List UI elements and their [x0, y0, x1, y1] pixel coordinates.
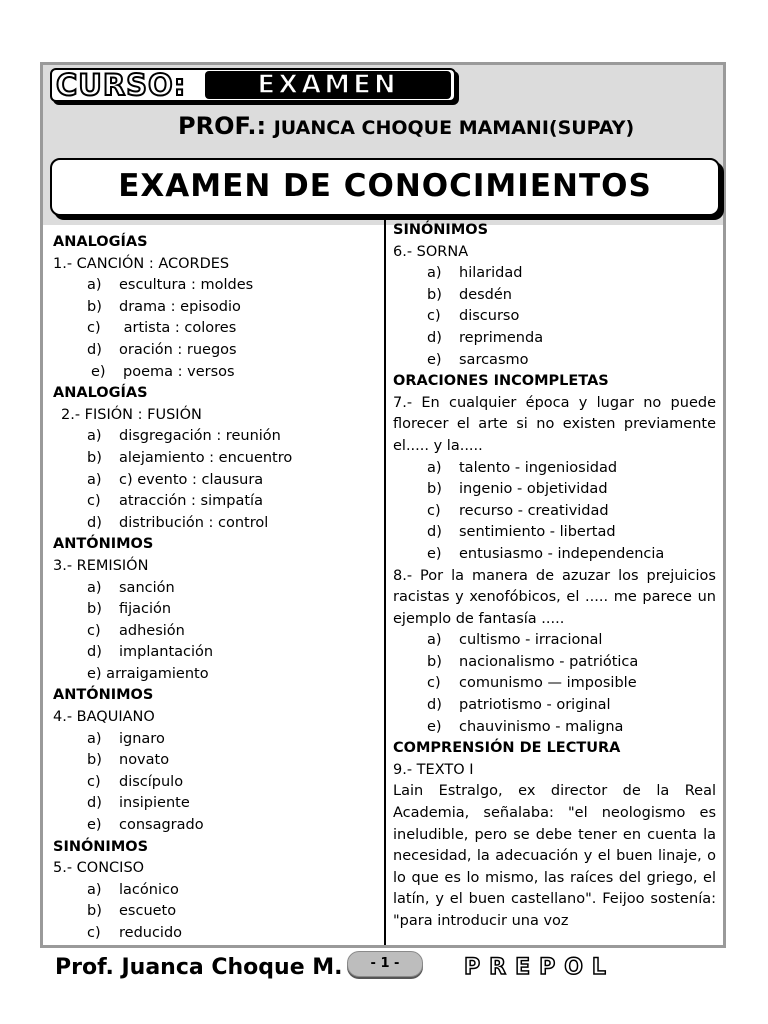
answer-option	[53, 880, 378, 902]
option-text: cultismo - irracional	[459, 632, 603, 649]
answer-option	[53, 297, 378, 319]
option-text: entusiasmo - independencia	[459, 545, 665, 562]
option-text: drama : episodio	[119, 298, 241, 315]
option-text: patriotismo - original	[459, 697, 611, 714]
option-text: sentimiento - libertad	[459, 524, 616, 541]
option-text: oración : ruegos	[119, 341, 237, 358]
section-heading: ANTÓNIMOS	[53, 687, 154, 704]
answer-option	[393, 652, 716, 674]
option-text: escultura : moldes	[119, 277, 254, 294]
option-text: novato	[119, 752, 170, 769]
column-divider	[384, 218, 386, 945]
option-text: insipiente	[119, 795, 190, 812]
answer-option	[393, 630, 716, 652]
option-letter: a)	[87, 277, 102, 294]
question-paragraph: 7.- En cualquier época y lugar no puede florecer el arte si no existen previamente el..... y la.....	[393, 394, 716, 454]
option-letter: c)	[87, 773, 101, 790]
answer-option	[393, 522, 716, 544]
answer-option	[53, 772, 378, 794]
answer-option	[53, 793, 378, 815]
option-letter: c)	[87, 622, 101, 639]
question-paragraph: Lain Estralgo, ex director de la Real Academia, señalaba: "el neologismo es ineludible, pero se debe tener en cuenta la necesidad, la adecuación y el buen linaje, o lo que es lo mismo, las raíces del griego, el latín, y el buen castellano". Feijoo sostenía: "para introducir una voz	[393, 783, 716, 929]
answer-option	[53, 318, 378, 340]
answer-option	[53, 491, 378, 513]
section-heading: ORACIONES INCOMPLETAS	[393, 373, 609, 390]
option-letter: e)	[87, 817, 102, 834]
answer-option	[393, 695, 716, 717]
option-letter: b)	[87, 601, 102, 618]
course-label: CURSO:	[56, 68, 187, 102]
answer-option	[53, 642, 378, 664]
question-line: 9.- TEXTO I	[393, 761, 474, 778]
option-text: artista : colores	[119, 320, 237, 337]
answer-option	[393, 717, 716, 739]
answer-option	[53, 901, 378, 923]
answer-option	[53, 426, 378, 448]
option-letter: d)	[87, 644, 102, 661]
option-text: fijación	[119, 601, 172, 618]
option-letter: b)	[427, 286, 442, 303]
option-letter: c)	[427, 675, 441, 692]
option-text: reducido	[119, 925, 183, 941]
answer-option	[393, 285, 716, 307]
option-letter: b)	[87, 903, 102, 920]
option-text: hilaridad	[459, 265, 523, 282]
answer-option	[53, 362, 378, 384]
answer-option	[393, 673, 716, 695]
option-letter: a)	[87, 428, 102, 445]
page-number-badge: - 1 -	[347, 951, 423, 977]
option-letter: d)	[427, 524, 442, 541]
option-text: consagrado	[119, 817, 204, 834]
option-letter: c)	[427, 502, 441, 519]
section-heading: SINÓNIMOS	[53, 838, 149, 855]
option-text: discípulo	[119, 773, 184, 790]
option-letter: e)	[427, 718, 442, 735]
option-text: sanción	[119, 579, 175, 596]
option-letter: a)	[427, 265, 442, 282]
answer-option	[393, 306, 716, 328]
answer-option	[393, 350, 716, 372]
question-paragraph: 8.- Por la manera de azuzar los prejuicios racistas y xenofóbicos, el ..... me parece un ejemplo de fantasía .....	[393, 567, 716, 627]
answer-option	[53, 340, 378, 362]
option-letter: b)	[87, 752, 102, 769]
option-text: desdén	[459, 286, 512, 303]
section-heading: COMPRENSIÓN DE LECTURA	[393, 740, 621, 757]
page-title: EXAMEN DE CONOCIMIENTOS	[118, 168, 652, 204]
option-letter: d)	[427, 697, 442, 714]
question-line: e) arraigamiento	[87, 665, 209, 682]
option-text: distribución : control	[119, 514, 269, 531]
option-text: reprimenda	[459, 329, 544, 346]
option-letter: c)	[427, 308, 441, 325]
answer-option	[53, 275, 378, 297]
option-letter: a)	[87, 471, 102, 488]
answer-option	[393, 263, 716, 285]
answer-option	[53, 513, 378, 535]
option-letter: d)	[427, 329, 442, 346]
option-letter: a)	[87, 881, 102, 898]
question-line: 3.- REMISIÓN	[53, 557, 149, 574]
professor-line	[178, 112, 634, 142]
option-letter: e)	[427, 351, 442, 368]
answer-option	[53, 448, 378, 470]
footer-author: Prof. Juanca Choque M.	[55, 955, 343, 980]
question-line: 6.- SORNA	[393, 243, 469, 260]
answer-option	[393, 458, 716, 480]
section-heading: ANALOGÍAS	[53, 385, 148, 402]
answer-option	[53, 815, 378, 837]
answer-option	[53, 923, 378, 945]
option-text: alejamiento : encuentro	[119, 449, 293, 466]
option-text: implantación	[119, 644, 214, 661]
option-letter: e)	[427, 545, 442, 562]
option-letter: d)	[87, 341, 102, 358]
option-letter: b)	[427, 481, 442, 498]
answer-option	[53, 750, 378, 772]
option-letter: c)	[87, 925, 101, 941]
brand-logo: PREPOL	[464, 955, 615, 980]
option-text: recurso - creatividad	[459, 502, 609, 519]
option-letter: b)	[87, 449, 102, 466]
answer-option	[393, 501, 716, 523]
option-text: c) evento : clausura	[119, 471, 264, 488]
question-line: 5.- CONCISO	[53, 860, 145, 877]
question-line: 1.- CANCIÓN : ACORDES	[53, 255, 230, 272]
option-text: disgregación : reunión	[119, 428, 281, 445]
option-text: sarcasmo	[459, 351, 529, 368]
answer-option	[393, 544, 716, 566]
option-letter: a)	[87, 579, 102, 596]
option-text: ignaro	[119, 730, 165, 747]
answer-option	[53, 599, 378, 621]
option-text: poema : versos	[123, 363, 235, 380]
professor-name: JUANCA CHOQUE MAMANI(SUPAY)	[273, 117, 635, 139]
option-letter: b)	[427, 653, 442, 670]
left-column	[53, 232, 378, 945]
option-text: talento - ingeniosidad	[459, 459, 618, 476]
option-letter: b)	[87, 298, 102, 315]
option-letter: a)	[427, 632, 442, 649]
option-letter: a)	[87, 730, 102, 747]
option-text: comunismo — imposible	[459, 675, 637, 692]
option-text: adhesión	[119, 622, 185, 639]
option-text: atracción : simpatía	[119, 493, 263, 510]
answer-option	[53, 621, 378, 643]
option-text: lacónico	[119, 881, 179, 898]
course-value: EXAMEN	[257, 70, 399, 100]
option-letter: c)	[87, 320, 101, 337]
right-column	[393, 220, 716, 933]
option-letter: e)	[91, 363, 106, 380]
section-heading: ANTÓNIMOS	[53, 536, 154, 553]
option-letter: d)	[87, 795, 102, 812]
answer-option	[393, 479, 716, 501]
option-text: discurso	[459, 308, 520, 325]
option-text: nacionalismo - patriótica	[459, 653, 639, 670]
professor-label: PROF.:	[178, 112, 267, 140]
option-letter: d)	[87, 514, 102, 531]
option-text: ingenio - objetividad	[459, 481, 608, 498]
option-text: escueto	[119, 903, 177, 920]
option-letter: c)	[87, 493, 101, 510]
answer-option	[53, 470, 378, 492]
question-line: 4.- BAQUIANO	[53, 709, 155, 726]
answer-option	[53, 578, 378, 600]
answer-option	[53, 729, 378, 751]
question-line: 2.- FISIÓN : FUSIÓN	[61, 406, 202, 423]
section-heading: ANALOGÍAS	[53, 234, 148, 250]
answer-option	[393, 328, 716, 350]
option-text: chauvinismo - maligna	[459, 718, 624, 735]
section-heading: SINÓNIMOS	[393, 222, 489, 238]
option-letter: a)	[427, 459, 442, 476]
